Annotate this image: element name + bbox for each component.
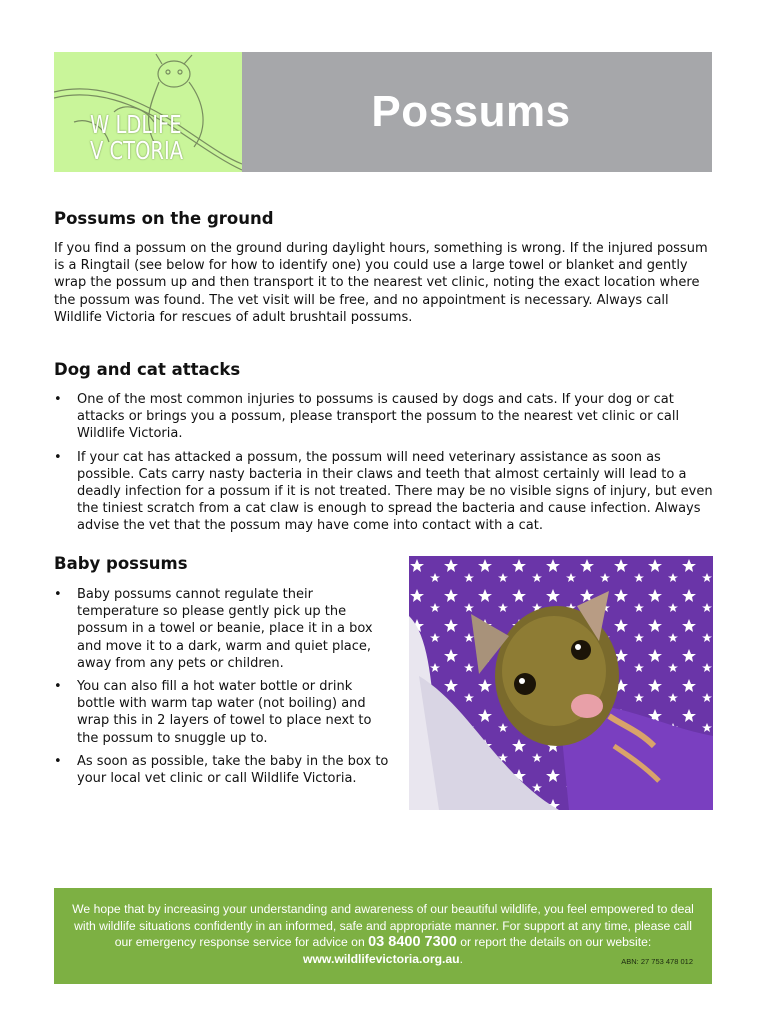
page-title: Possums <box>371 87 571 136</box>
title-band <box>242 52 712 172</box>
list-item: • If your cat has attacked a possum, the possum will need veterinary assistance as soon as possible. Cats carry nasty bacteria in their claws and teeth that almost certainly will lead to a deadly infection for a possum if it is not treated. There may be no visible signs of injury, but even the tiniest scratch from a cat claw is enough to spread the bacteria and cause infection. Always advise the vet that the possum may have come into contact with a cat. <box>54 449 713 534</box>
bullet-icon: • <box>54 587 62 602</box>
emergency-phone[interactable]: 03 8400 7300 <box>368 934 457 950</box>
bullet-icon: • <box>54 392 62 407</box>
header <box>54 52 712 172</box>
list-item: • Baby possums cannot regulate their temperature so please gently pick up the possum in a towel or beanie, place it in a box and move it to a dark, warm and quiet place, away from any pets or children. <box>54 587 373 671</box>
website-link[interactable]: www.wildlifevictoria.org.au <box>302 951 460 966</box>
list-item: • As soon as possible, take the baby in the box to your local vet clinic or call Wildlife Victoria. <box>54 753 389 787</box>
paragraph-possums-on-ground: If you find a possum on the ground during daylight hours, something is wrong. If the injured possum is a Ringtail (see below for how to identify one) you could use a large towel or blanket and gently wrap the possum up and then transport it to the nearest vet clinic, noting the exact location where the possum was found. The vet visit will be free, and no appointment is necessary. Always call Wildlife Victoria for rescues of adult brushtail possums. <box>54 241 708 325</box>
bullet-icon: • <box>54 679 62 695</box>
heading-dog-cat-attacks: Dog and cat attacks <box>54 360 241 379</box>
baby-bullet-list <box>54 586 389 793</box>
logo-wordmark: W LDLIFE V CTORIA <box>90 110 184 165</box>
attacks-bullet-list <box>54 391 714 541</box>
footer-banner: We hope that by increasing your understanding and awareness of our beautiful wildlife, you feel empowered to deal with wildlife situations confidently in an informed, safe and appropriate manner. For support at any time, please call our emergency response service for advice on 03 8400 7300 or report the details on our website: www.wildlifevictoria.org.au. ABN: 27 753 478 012 <box>54 888 712 984</box>
bullet-icon: • <box>54 449 62 465</box>
bullet-icon: • <box>54 753 62 769</box>
wildlife-victoria-logo <box>54 52 242 172</box>
list-item: • You can also fill a hot water bottle or drink bottle with warm tap water (not boiling) and wrap this in 2 layers of towel to place next to the possum to snuggle up to. <box>54 679 372 746</box>
abn-number: ABN: 27 753 478 012 <box>621 956 693 966</box>
list-item: • One of the most common injuries to possums is caused by dogs and cats. If your dog or cat attacks or brings you a possum, please transport the possum to the nearest vet clinic or call Wildlife Victoria. <box>54 392 680 442</box>
baby-possum-photo <box>409 556 713 810</box>
heading-possums-on-ground: Possums on the ground <box>54 209 274 228</box>
heading-baby-possums: Baby possums <box>54 554 188 573</box>
